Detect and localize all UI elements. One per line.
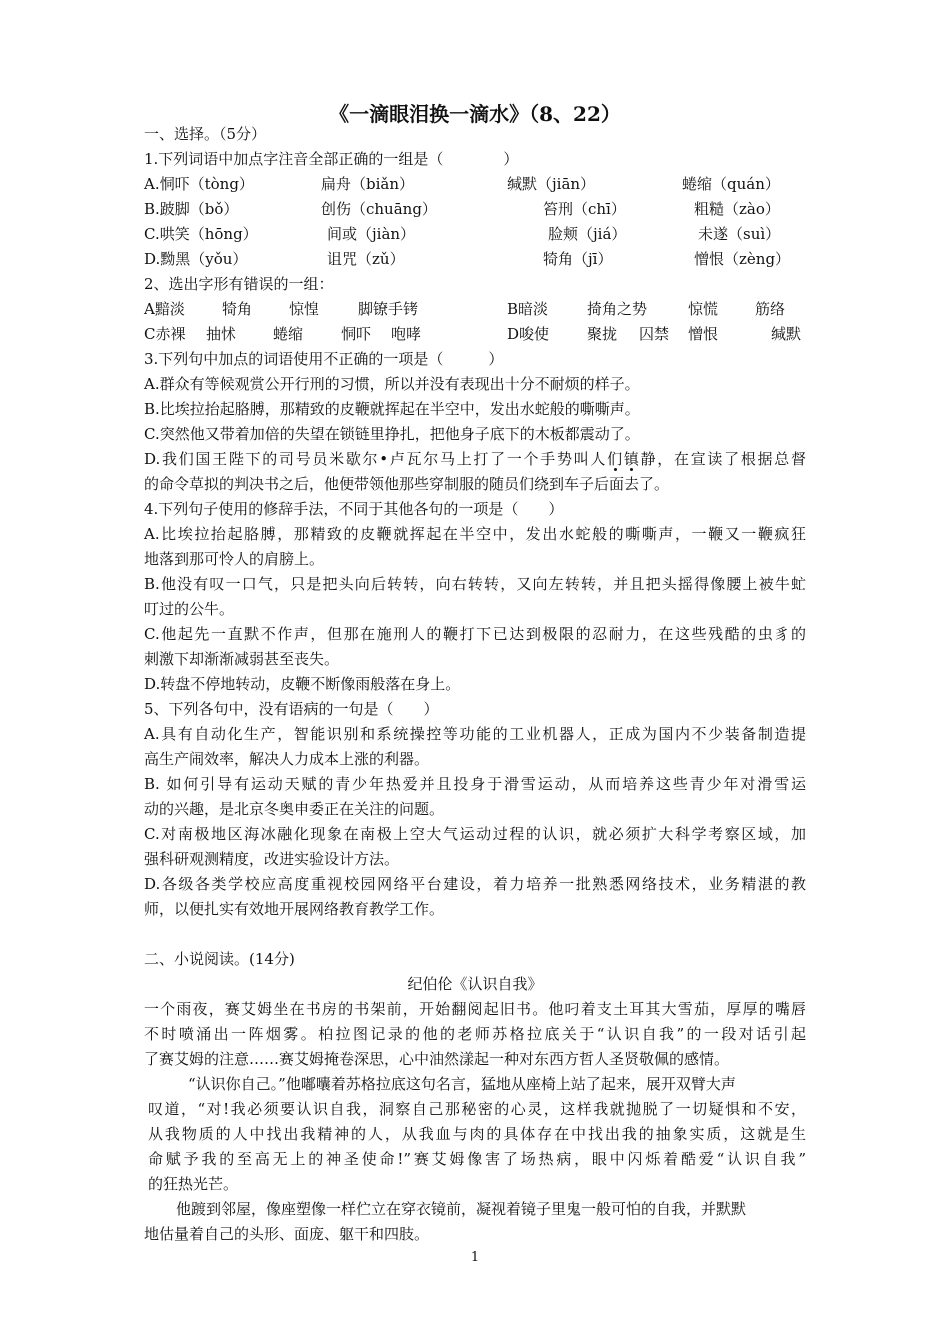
q1-option-c2: 间或（jiàn） [327,225,416,243]
story-paragraph-line: 地估量着自己的头形、面庞、躯干和四肢。 [144,1225,430,1243]
q1-option-d3: 犄角（jī） [543,250,613,268]
q5-option-d-line1: D.各级各类学校应高度重视校园网络平台建设，着力培养一批熟悉网络技术，业务精湛的教 [144,875,806,893]
story-paragraph-line: 命赋予我的至高无上的神圣使命!”赛艾姆像害了场热病，眼中闪烁着酷爱“认识自我” [148,1150,806,1168]
q1-option-a2: 扁舟（biǎn） [321,175,415,193]
q1-option-b3: 笞刑（chī） [543,200,626,218]
q5-option-c-line2: 强科研观测精度，改进实验设计方法。 [144,850,400,868]
story-paragraph-line: 一个雨夜，赛艾姆坐在书房的书架前，开始翻阅起旧书。他叼着支土耳其大雪茄，厚厚的嘴唇 [144,1000,806,1018]
q1-option-c3: 脸颊（jiá） [548,225,627,243]
q3-stem: 3.下列句中加点的词语使用不正确的一项是（ ） [144,350,504,368]
section1-heading: 一、选择。（5分） [144,125,267,143]
story-paragraph-line: 不时喷涌出一阵烟雾。柏拉图记录的他的老师苏格拉底关于“认识自我”的一段对话引起 [144,1025,806,1043]
q5-stem: 5、下列各句中，没有语病的一句是（ ） [144,700,439,718]
q1-stem: 1.下列词语中加点字注音全部正确的一组是（ ） [144,150,519,168]
q2-word: A黯淡 [144,300,185,318]
story-paragraph-line: 的狂热光芒。 [148,1175,239,1193]
q2-word: B暗淡 [507,300,549,318]
q1-option-a1: A.恫吓（tòng） [144,175,254,193]
story-paragraph-line: 了赛艾姆的注意……赛艾姆掩卷深思，心中油然漾起一种对东西方哲人圣贤敬佩的感情。 [144,1050,730,1068]
q5-option-a-line2: 高生产闹效率，解决人力成本上涨的利器。 [144,750,430,768]
q3-option-b: B.比埃拉抬起胳膊，那精致的皮鞭就挥起在半空中，发出水蛇般的嘶嘶声。 [144,400,640,418]
q5-option-a-line1: A.具有自动化生产，智能识别和系统操控等功能的工业机器人，正成为国内不少装备制造提 [144,725,806,743]
q4-option-c-line2: 刺激下却渐渐减弱甚至丧失。 [144,650,340,668]
q2-word: 筋络 [755,300,786,318]
q2-word: 惊慌 [688,300,719,318]
q2-word: 咆哮 [391,325,422,343]
q2-word: 脚镣手铐 [358,300,419,318]
q4-option-a-line2: 地落到那可怜人的肩膀上。 [144,550,325,568]
q4-option-b-line1: B.他没有叹一口气，只是把头向后转转，向右转转，又向左转转，并且把头摇得像腰上被牛虻 [144,575,806,593]
q1-option-a3: 缄默（jiān） [507,175,596,193]
q5-option-c-line1: C.对南极地区海冰融化现象在南极上空大气运动过程的认识，就必须扩大科学考察区域，加 [144,825,806,843]
story-title: 纪伯伦《认识自我》 [407,975,543,993]
q4-option-b-line2: 叮过的公牛。 [144,600,235,618]
q2-word: 聚拢 [587,325,618,343]
q5-option-b-line2: 动的兴趣，是北京冬奥申委正在关注的问题。 [144,800,445,818]
q5-option-b-line1: B. 如何引导有运动天赋的青少年热爱并且投身于滑雪运动，从而培养这些青少年对滑雪运 [144,775,806,793]
page-title: 《一滴眼泪换一滴水》（8、22） [329,102,621,126]
emphasis-dot [614,468,617,471]
emphasis-dot [630,468,633,471]
q4-stem: 4.下列句子使用的修辞手法，不同于其他各句的一项是（ ） [144,500,564,518]
q5-option-d-line2: 师，以便扎实有效地开展网络教育教学工作。 [144,900,445,918]
q1-option-c1: C.哄笑（hōng） [144,225,258,243]
q2-word: 恫吓 [341,325,372,343]
story-paragraph-line: 叹道，“对!我必须要认识自我，洞察自己那秘密的心灵，这样我就抛脱了一切疑惧和不安， [148,1100,806,1118]
q2-word: D唆使 [507,325,550,343]
q2-stem: 2、选出字形有错误的一组： [144,275,334,293]
q2-word: C赤裸 [144,325,186,343]
q3-option-d-line1: D.我们国王陛下的司号员米歇尔•卢瓦尔马上打了一个手势叫人们镇静，在宣读了根据总督 [144,450,806,468]
q2-word: 掎角之势 [587,300,648,318]
q1-option-b1: B.跛脚（bǒ） [144,200,239,218]
q2-word: 蜷缩 [273,325,304,343]
q1-option-d4: 憎恨（zèng） [694,250,791,268]
q2-word: 囚禁 [639,325,670,343]
q2-word: 惊惶 [289,300,320,318]
story-paragraph-line: 从我物质的人中找出我精神的人，从我血与肉的具体存在中找出我的抽象实质，这就是生 [148,1125,806,1143]
q1-option-d2: 诅咒（zǔ） [327,250,405,268]
q3-option-c: C.突然他又带着加倍的失望在锁链里挣扎，把他身子底下的木板都震动了。 [144,425,640,443]
q2-word: 抽怵 [206,325,237,343]
story-paragraph-line: 他踱到邻屋，像座塑像一样伫立在穿衣镜前，凝视着镜子里鬼一般可怕的自我，并默默 [176,1200,747,1218]
story-paragraph-line: “认识你自己。”他嘟囔着苏格拉底这句名言，猛地从座椅上站了起来，展开双臂大声 [188,1075,736,1093]
page-number: 1 [470,1250,480,1265]
q4-option-c-line1: C.他起先一直默不作声，但那在施刑人的鞭打下已达到极限的忍耐力，在这些残酷的虫豸的 [144,625,806,643]
q4-option-a-line1: A.比埃拉抬起胳膊，那精致的皮鞭就挥起在半空中，发出水蛇般的嘶嘶声，一鞭又一鞭疯狂 [144,525,806,543]
q1-option-a4: 蜷缩（quán） [682,175,780,193]
q1-option-d1: D.黝黑（yǒu） [144,250,248,268]
q1-option-b2: 创伤（chuāng） [321,200,437,218]
q4-option-d: D.转盘不停地转动，皮鞭不断像雨般落在身上。 [144,675,461,693]
q2-word: 憎恨 [688,325,719,343]
section2-heading: 二、小说阅读。(14分) [144,950,295,968]
q1-option-b4: 粗糙（zào） [694,200,780,218]
q2-word: 缄默 [771,325,802,343]
q2-word: 犄角 [222,300,253,318]
q1-option-c4: 未遂（suì） [698,225,781,243]
q3-option-d-line2: 的命令草拟的判决书之后，他便带领他那些穿制服的随员们绕到车子后面去了。 [144,475,670,493]
q3-option-a: A.群众有等候观赏公开行刑的习惯，所以并没有表现出十分不耐烦的样子。 [144,375,640,393]
